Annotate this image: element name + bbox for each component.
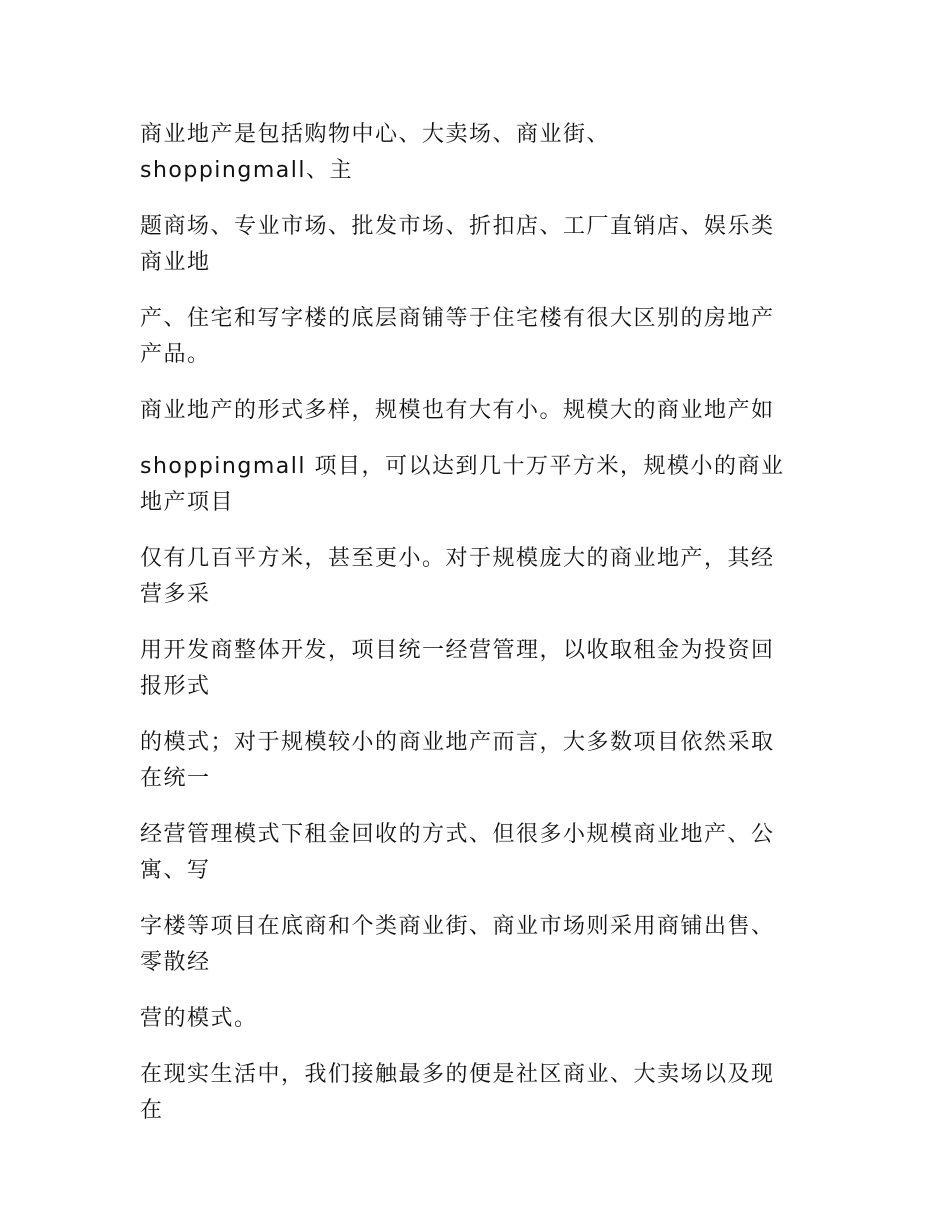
paragraph: 用开发商整体开发，项目统一经营管理，以收取租金为投资回 报形式 [140,638,775,699]
paragraph: 在现实生活中，我们接触最多的便是社区商业、大卖场以及现 在 [140,1062,775,1123]
document-body [140,117,830,1149]
paragraph: 经营管理模式下租金回收的方式、但很多小规模商业地产、公 寓、写 [140,822,775,883]
paragraph: 商业地产的形式多样，规模也有大有小。规模大的商业地产如 [140,398,775,423]
paragraph: shoppingmall 项目，可以达到几十万平方米，规模小的商业 地产项目 [140,454,785,515]
paragraph: 商业地产是包括购物中心、大卖场、商业街、 shoppingmall、主 [140,122,611,183]
paragraph: 产、住宅和写字楼的底层商铺等于住宅楼有很大区别的房地产 产品。 [140,306,775,367]
paragraph: 营的模式。 [140,1006,258,1031]
paragraph: 题商场、专业市场、批发市场、折扣店、工厂直销店、娱乐类 商业地 [140,214,775,275]
paragraph: 仅有几百平方米，甚至更小。对于规模庞大的商业地产，其经 营多采 [140,546,775,607]
paragraph: 字楼等项目在底商和个类商业街、商业市场则采用商铺出售、 零散经 [140,914,775,975]
paragraph: 的模式；对于规模较小的商业地产而言，大多数项目依然采取 在统一 [140,730,775,791]
